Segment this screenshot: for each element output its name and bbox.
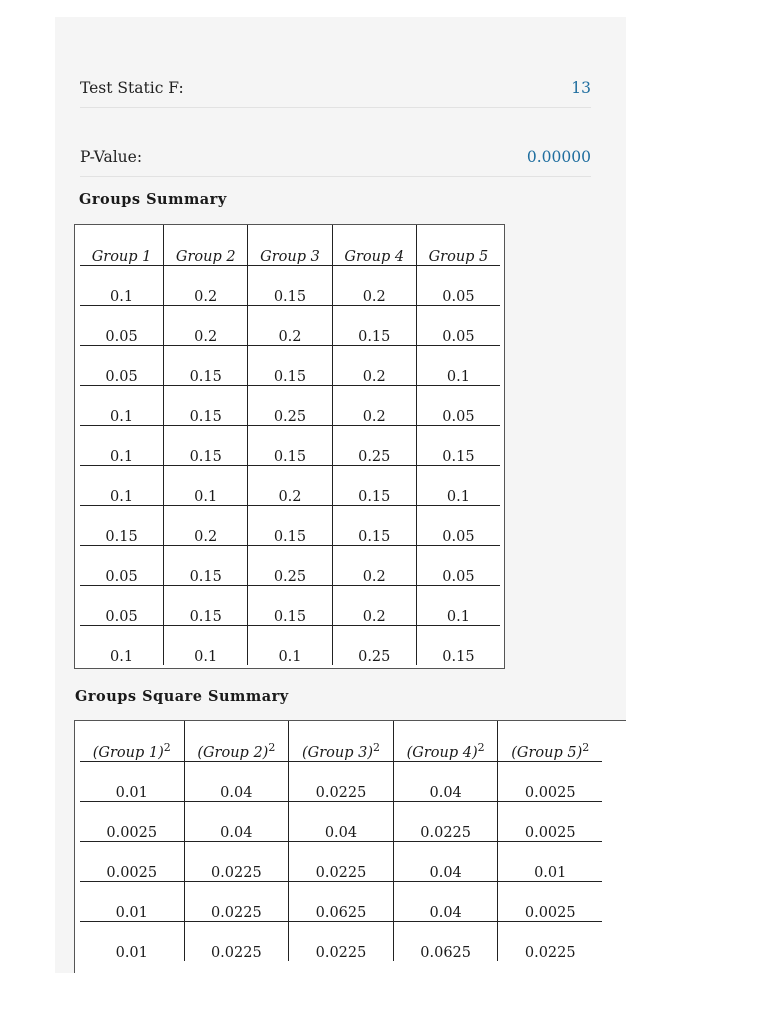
table-cell: 0.2 (332, 346, 416, 386)
table-cell: 0.0625 (393, 922, 498, 962)
table-cell: 0.1 (416, 346, 500, 386)
table-cell: 0.15 (164, 346, 248, 386)
table-cell: 0.1 (80, 386, 164, 426)
table-row (80, 586, 500, 626)
column-header-label: (Group 3) (301, 745, 373, 761)
table-cell: 0.2 (332, 546, 416, 586)
table-cell: 0.05 (80, 306, 164, 346)
table-row (80, 802, 602, 842)
column-header (248, 225, 332, 266)
groups-summary-frame (74, 224, 505, 669)
test-statistic-row (80, 69, 591, 108)
p-value-label: P-Value: (80, 148, 143, 166)
column-header (289, 721, 394, 762)
table-cell: 0.0025 (498, 762, 602, 802)
groups-summary-table (80, 225, 500, 665)
table-cell: 0.05 (416, 266, 500, 306)
table-cell: 0.15 (164, 386, 248, 426)
table-cell: 0.15 (248, 266, 332, 306)
table-row (80, 506, 500, 546)
table-cell: 0.05 (416, 506, 500, 546)
column-header (80, 225, 164, 266)
p-value-value: 0.00000 (526, 148, 591, 166)
table-cell: 0.2 (332, 266, 416, 306)
exponent: 2 (268, 741, 276, 755)
table-cell: 0.2 (164, 306, 248, 346)
table-cell: 0.0225 (498, 922, 602, 962)
table-row (80, 922, 602, 962)
table-cell: 0.15 (248, 506, 332, 546)
table-cell: 0.1 (110, 649, 134, 665)
table-cell: 0.2 (332, 586, 416, 626)
table-cell: 0.0225 (289, 842, 394, 882)
table-cell: 0.0225 (289, 922, 394, 962)
p-value-row (80, 138, 591, 177)
table-cell: 0.2 (248, 306, 332, 346)
table-cell: 0.04 (393, 882, 498, 922)
table-cell: 0.0225 (393, 802, 498, 842)
table-cell: 0.1 (80, 466, 164, 506)
table-cell: 0.15 (248, 426, 332, 466)
table-cell: 0.2 (164, 506, 248, 546)
table-cell: 0.15 (332, 306, 416, 346)
table-row (80, 626, 500, 666)
table-cell: 0.04 (184, 762, 289, 802)
table-cell: 0.1 (248, 626, 332, 666)
table-cell: 0.2 (248, 466, 332, 506)
column-header-label: Group 3 (260, 249, 320, 265)
table-row (80, 346, 500, 386)
table-cell: 0.15 (416, 626, 500, 666)
exponent: 2 (477, 741, 485, 755)
column-header (416, 225, 500, 266)
table-cell: 0.1 (80, 266, 164, 306)
table-cell: 0.05 (80, 346, 164, 386)
table-cell: 0.01 (498, 842, 602, 882)
table-cell: 0.15 (332, 506, 416, 546)
table-row (80, 842, 602, 882)
column-header (498, 721, 602, 762)
table-cell: 0.04 (184, 802, 289, 842)
table-cell: 0.15 (164, 426, 248, 466)
table-cell: 0.15 (332, 466, 416, 506)
table-cell: 0.2 (332, 386, 416, 426)
column-header-label: (Group 1) (92, 745, 164, 761)
exponent: 2 (163, 741, 171, 755)
table-cell: 0.1 (164, 626, 248, 666)
table-cell: 0.0225 (184, 842, 289, 882)
table-cell: 0.15 (164, 586, 248, 626)
table-row (80, 466, 500, 506)
column-header (332, 225, 416, 266)
exponent: 2 (582, 741, 590, 755)
table-cell: 0.0225 (184, 922, 289, 962)
column-header (393, 721, 498, 762)
column-header-label: Group 1 (91, 249, 152, 265)
table-cell: 0.15 (80, 506, 164, 546)
column-header-label: Group 4 (344, 249, 405, 265)
results-panel (55, 17, 626, 973)
column-header-label: Group 5 (428, 249, 489, 265)
column-header-label: (Group 2) (197, 745, 269, 761)
column-header-label: (Group 4) (406, 745, 478, 761)
table-cell: 0.1 (416, 466, 500, 506)
table-row (80, 762, 602, 802)
table-row (80, 386, 500, 426)
table-row (80, 882, 602, 922)
table-cell: 0.0025 (498, 802, 602, 842)
table-cell: 0.15 (164, 546, 248, 586)
column-header (184, 721, 289, 762)
table-cell: 0.01 (80, 882, 184, 922)
test-statistic-label: Test Static F: (80, 79, 184, 97)
groups-square-summary-title: Groups Square Summary (75, 688, 289, 705)
table-cell: 0.15 (248, 346, 332, 386)
table-cell: 0.2 (164, 266, 248, 306)
column-header (164, 225, 248, 266)
table-cell: 0.1 (80, 426, 164, 466)
test-statistic-value: 13 (571, 79, 591, 97)
table-cell: 0.05 (416, 386, 500, 426)
groups-square-summary-table (80, 721, 602, 961)
table-cell: 0.0025 (498, 882, 602, 922)
table-cell: 0.05 (80, 586, 164, 626)
table-row (80, 546, 500, 586)
table-cell: 0.1 (416, 586, 500, 626)
table-row (80, 426, 500, 466)
table-cell: 0.05 (80, 546, 164, 586)
table-cell: 0.01 (80, 762, 184, 802)
table-cell: 0.05 (416, 546, 500, 586)
table-cell: 0.04 (393, 842, 498, 882)
table-cell: 0.25 (332, 426, 416, 466)
table-cell: 0.25 (332, 626, 416, 666)
table-cell: 0.04 (289, 802, 394, 842)
table-cell: 0.0025 (80, 802, 184, 842)
table-cell: 0.25 (248, 546, 332, 586)
table-cell: 0.04 (393, 762, 498, 802)
column-header-label: (Group 5) (511, 745, 583, 761)
table-cell: 0.1 (164, 466, 248, 506)
table-cell: 0.0025 (80, 842, 184, 882)
column-header (80, 721, 184, 762)
table-row (80, 306, 500, 346)
exponent: 2 (372, 741, 380, 755)
table-cell: 0.0225 (289, 762, 394, 802)
table-cell: 0.0625 (289, 882, 394, 922)
table-cell: 0.15 (248, 586, 332, 626)
groups-square-summary-frame (74, 720, 626, 973)
table-cell: 0.25 (248, 386, 332, 426)
groups-summary-title: Groups Summary (79, 191, 227, 208)
table-cell: 0.0225 (184, 882, 289, 922)
table-cell: 0.15 (416, 426, 500, 466)
table-cell: 0.01 (115, 945, 148, 961)
column-header-label: Group 2 (175, 249, 236, 265)
table-cell: 0.05 (416, 306, 500, 346)
table-row (80, 266, 500, 306)
